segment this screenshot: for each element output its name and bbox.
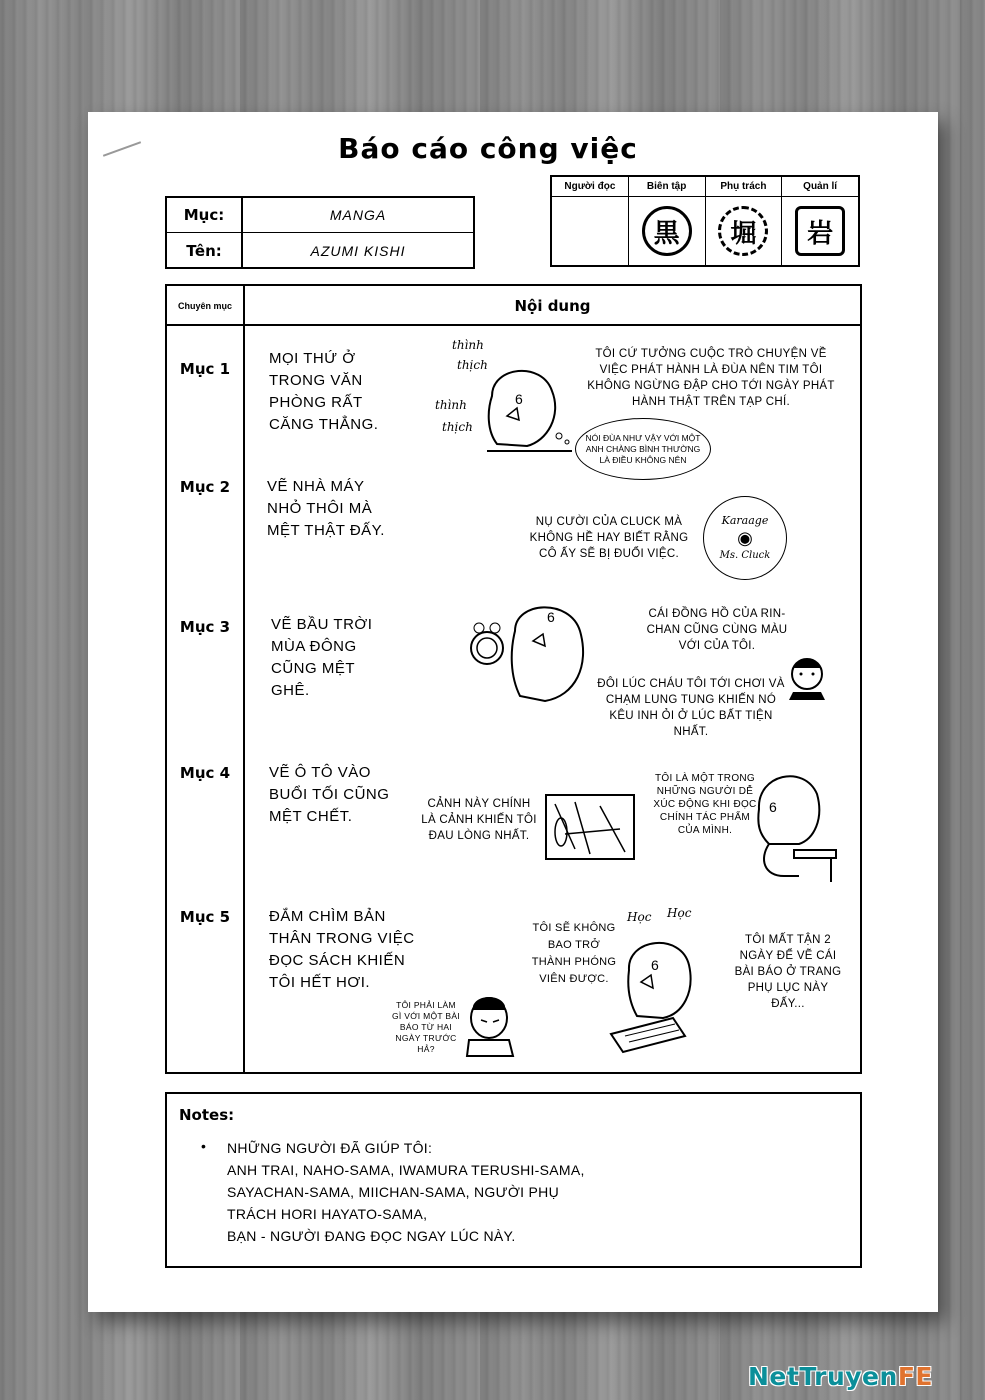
section-note: NỤ CƯỜI CỦA CLUCK MÀ KHÔNG HỀ HAY BIẾT RẰNG CÔ ẤY SẼ BỊ ĐUỔI VIỆC. [529, 516, 689, 560]
meta-key: Mục: [167, 198, 243, 232]
section-label: Mục 3 [179, 618, 231, 636]
notes-box [165, 1092, 862, 1268]
site-watermark [748, 1362, 933, 1391]
approval-table [550, 175, 860, 267]
section-note: TÔI SẼ KHÔNG BAO TRỞ THÀNH PHÓNG VIÊN ĐƯỢC. [531, 922, 617, 985]
section-label: Mục 4 [179, 764, 231, 782]
sfx-text: thình [435, 398, 467, 412]
badge-text: Ms. Cluck [719, 549, 771, 561]
content-table-header [167, 286, 860, 326]
section-label: Mục 5 [179, 908, 231, 926]
approval-cell [629, 197, 705, 265]
badge-text: Karaage [721, 513, 769, 527]
approval-header: Người đọc [552, 177, 628, 197]
section-note: TÔI MẤT TẬN 2 NGÀY ĐỂ VẼ CÁI BÀI BÁO Ở TRANG PHỤ LỤC NÀY ĐẤY... [734, 934, 842, 1010]
notes-lines [227, 1137, 585, 1247]
approval-editor [629, 177, 706, 265]
notes-line: BẠN - NGƯỜI ĐANG ĐỌC NGAY LÚC NÀY. [227, 1228, 516, 1244]
section-label: Mục 2 [179, 478, 231, 496]
svg-text:6: 6 [769, 799, 777, 815]
manager-stamp: 岩 [795, 206, 845, 256]
cluck-badge [703, 496, 787, 580]
notes-line: NHỮNG NGƯỜI ĐÃ GIÚP TÔI: [227, 1140, 433, 1156]
notes-line: TRÁCH HORI HAYATO-SAMA, [227, 1206, 428, 1222]
speech-bubble: NÓI ĐÙA NHƯ VẬY VỚI MỘT ANH CHÀNG BÌNH THƯỜNG LÀ ĐIỀU KHÔNG NÊN [575, 418, 711, 480]
car-scene-drawing [545, 794, 635, 860]
approval-header: Quản lí [782, 177, 858, 197]
notes-line: ANH TRAI, NAHO-SAMA, IWAMURA TERUSHI-SAMA, [227, 1162, 585, 1178]
section-label: Mục 1 [179, 360, 231, 378]
report-paper [88, 112, 938, 1312]
section-note: CÁI ĐỒNG HỒ CỦA RIN-CHAN CŨNG CÙNG MÀU VỚI CỦA TÔI. [646, 608, 788, 652]
section-main-text: VẼ Ô TÔ VÀO BUỔI TỐI CŨNG MỆT CHẾT. [269, 764, 390, 825]
thrilled-character-drawing [467, 356, 577, 466]
notes-line: SAYACHAN-SAMA, MIICHAN-SAMA, NGƯỜI PHỤ [227, 1184, 559, 1200]
section-main-text: VẼ NHÀ MÁY NHỎ THÔI MÀ MỆT THẬT ĐẤY. [267, 478, 385, 539]
content-table [165, 284, 862, 1074]
approval-manager [782, 177, 858, 265]
meta-row-category [167, 198, 473, 233]
svg-text:6: 6 [515, 391, 523, 407]
bullet-icon: • [201, 1138, 206, 1154]
meta-value: MANGA [329, 207, 387, 223]
sfx-text: Học [667, 906, 692, 920]
content-column-header: Nội dung [514, 297, 591, 315]
stressed-person-drawing [467, 992, 519, 1056]
approval-reader [552, 177, 629, 265]
editor-stamp: 黒 [642, 206, 692, 256]
sfx-text: Học [627, 910, 652, 924]
svg-text:6: 6 [547, 609, 555, 625]
sfx-text: thịch [457, 358, 488, 372]
column-divider [243, 286, 245, 1072]
section-main-text: MỌI THỨ Ở TRONG VĂN PHÒNG RẤT CĂNG THẲNG. [269, 350, 379, 433]
approval-supervisor [706, 177, 783, 265]
section-main-text: ĐẮM CHÌM BẢN THÂN TRONG VIỆC ĐỌC SÁCH KHIẾN TÔI HẾT HƠI. [269, 908, 415, 991]
supervisor-stamp: 堀 [718, 206, 768, 256]
sfx-text: thình [452, 338, 484, 352]
section-main-text: VẼ BẦU TRỜI MÙA ĐÔNG CŨNG MỆT GHÊ. [271, 616, 373, 699]
meta-row-name [167, 233, 473, 268]
approval-header: Phụ trách [706, 177, 782, 197]
section-note: TÔI CỨ TƯỞNG CUỘC TRÒ CHUYỆN VỀ VIỆC PHÁT HÀNH LÀ ĐÙA NÊN TIM TÔI KHÔNG NGỪNG ĐẬP CHO TỚI NGÀY PHÁT HÀNH THẬT TRÊN TẠP CHÍ. [587, 348, 835, 408]
meta-value: AZUMI KISHI [310, 242, 406, 259]
section-note: TÔI LÀ MỘT TRONG NHỮNG NGƯỜI DỄ XÚC ĐỘNG KHI ĐỌC CHÍNH TÁC PHẨM CỦA MÌNH. [653, 773, 757, 836]
section-note: TÔI PHẢI LÀM GÌ VỚI MỘT BÀI BÁO TỪ HAI NGÀY TRƯỚC HẢ? [391, 1000, 460, 1054]
writing-character-drawing [739, 764, 839, 884]
meta-key: Tên: [167, 233, 243, 268]
meta-table [165, 196, 475, 269]
nephew-face-drawing [787, 656, 827, 700]
approval-cell [782, 197, 858, 265]
sfx-text: thịch [442, 420, 473, 434]
chicken-icon: ◉ [737, 527, 753, 548]
watermark-suffix: FE [897, 1362, 933, 1391]
page-title: Báo cáo công việc [338, 132, 638, 165]
alarm-clock-character-drawing [465, 596, 605, 706]
section-note: ĐÔI LÚC CHÁU TÔI TỚI CHƠI VÀ CHẠM LUNG TUNG KHIẾN NÓ KÊU INH ỎI Ở LÚC BẤT TIỆN NHẤT. [597, 678, 785, 738]
approval-header: Biên tập [629, 177, 705, 197]
approval-cell [706, 197, 782, 265]
category-column-header: Chuyên mục [177, 301, 232, 311]
svg-text:6: 6 [651, 957, 659, 973]
watermark-main: NetTruyen [748, 1362, 898, 1391]
approval-cell [552, 197, 628, 265]
reading-character-drawing [601, 930, 721, 1056]
section-note: CẢNH NÀY CHÍNH LÀ CẢNH KHIẾN TÔI ĐAU LÒNG NHẤT. [421, 798, 537, 842]
notes-title: Notes: [179, 1106, 235, 1124]
